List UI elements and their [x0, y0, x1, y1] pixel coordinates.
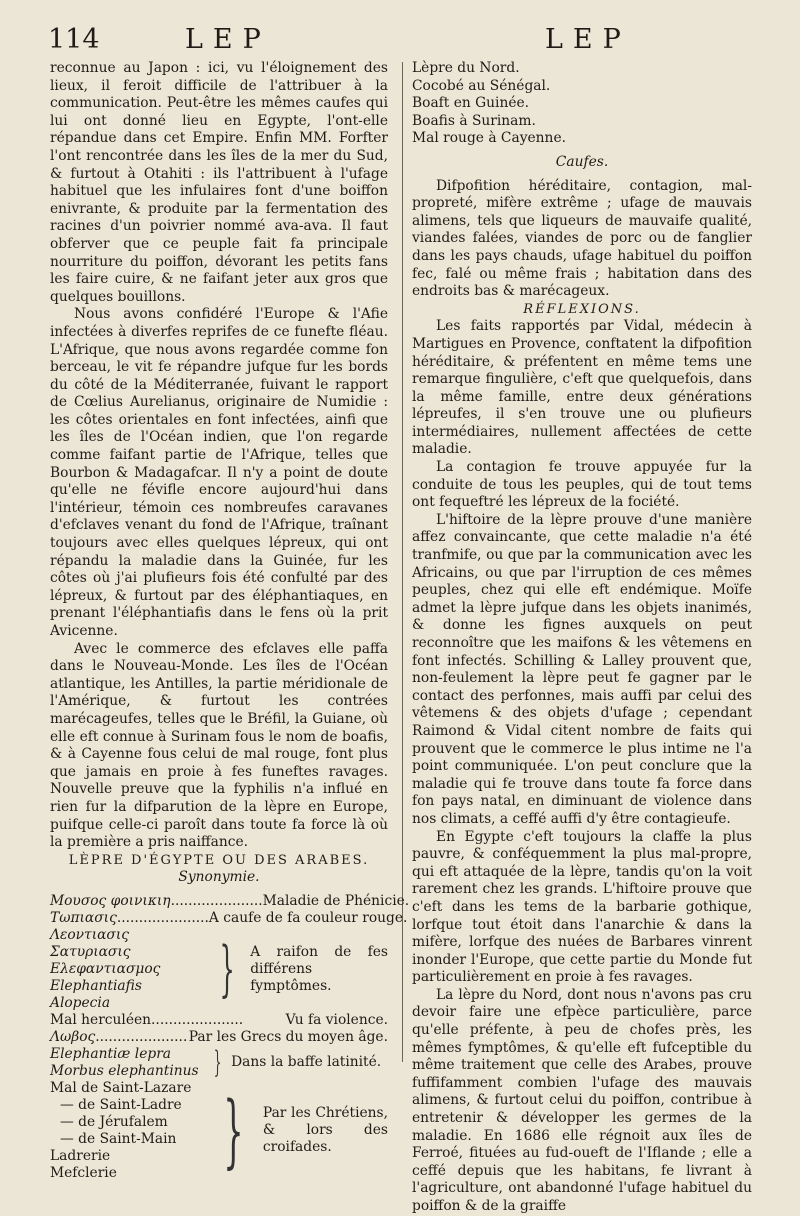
synonym-desc: A caufe de fa couleur rouge.	[208, 909, 408, 926]
right-column	[412, 60, 752, 1216]
group-terms	[50, 1080, 204, 1182]
synonym-term: Mal herculéen	[50, 1011, 152, 1028]
paragraph: Difpofition héréditaire, contagion, mal-propreté, mifère extrême ; ufage de mauvais alimens, tels que liqueurs de mauvaife qualité, viandes falées, viandes de porc ou de fanglier dans les pays chauds, ufage habituel du poiffon fec, falé ou même frais ; habitation dans des endroits bas & marécageux.	[412, 177, 752, 300]
brace-icon: }	[213, 1044, 222, 1080]
paragraph: reconnue au Japon : ici, vu l'éloignement des lieux, il feroit difficile de l'attribuer à la communication. Peut-être les mêmes caufes qui lui ont donné lieu en Egypte, l'ont-elle répandue dans cet Empire. Enfin MM. Forfter l'ont rencontrée dans les îles de la mer du Sud, & furtout à Otahiti : ils l'attribuent à l'ufage habituel que les infulaires font d'une boiffon enivrante, & produite par la fermentation des racines d'un poivrier nommé ava-ava. Il faut obferver que ce peuple fait fa principale nourriture du poiffon, dévorant les petits fans les faire cuire, & ne faifant jeter aux gros que quelques bouillons.	[50, 60, 388, 305]
synonym-term: Elephantiæ lepra	[50, 1045, 172, 1062]
group-terms	[50, 1046, 204, 1080]
synonym-term: Λωβος	[50, 1028, 96, 1045]
synonym-term: Ladrerie	[50, 1147, 111, 1164]
synonym-row	[50, 1029, 388, 1046]
synonym-row	[50, 909, 408, 927]
synonym-term: — de Saint-Ladre	[60, 1096, 182, 1113]
synonym-term: Μουσος φοινικιη	[50, 892, 171, 909]
synonymie-title: Synonymie.	[178, 869, 260, 886]
synonym-row	[50, 892, 410, 910]
leader-dots: .....................	[95, 1028, 188, 1045]
group-desc: Par les Chrétiens, & lors des croifades.	[262, 1105, 388, 1156]
paragraph: La contagion fe trouve appuyée fur la conduite de tous les peuples, qui de tout tems ont fequeftré les lépreux de la fociété.	[412, 459, 752, 511]
synonym-term: Elephantiafis	[50, 977, 142, 994]
causes-title: Caufes.	[555, 153, 609, 170]
list-item: Boafis à Surinam.	[412, 112, 536, 129]
page-number: 114	[48, 24, 100, 55]
synonym-term: Mal de Saint-Lazare	[50, 1079, 192, 1096]
synonym-term: Σατυριασις	[50, 943, 131, 960]
running-head-right: LEP	[545, 24, 631, 55]
list-item: Mal rouge à Cayenne.	[412, 130, 566, 147]
synonym-term: Morbus elephantinus	[50, 1062, 199, 1079]
paragraph: Nous avons confidéré l'Europe & l'Afie infectées à diverfes reprifes de ce funefte fléau. L'Afrique, que nous avons regardée comme fon berceau, le vit fe répandre jufque fur les bords du côté de la Méditerranée, fuivant le rapport de Cœlius Aurelianus, originaire de Numidie : les côtes orientales en font infectées, ainfi que les îles de l'Océan indien, que l'on regarde comme faifant partie de l'Afrique, telles que Bourbon & Madagafcar. Il n'y a point de doute qu'elle ne févifle encore aujourd'hui dans l'intérieur, témoin ces nombreufes caravanes d'efclaves venant du fond de l'Afrique, traînant toujours avec elles quelques lépreux, qui ont répandu la maladie dans la Guinée, fur les côtes où j'ai plufieurs fois été confulté par des lépreux, & furtout par des éléphantiaques, en prenant l'éléphantiafis dans le fens où la prit Avicenne.	[50, 306, 388, 639]
leader-dots: .....................	[116, 909, 209, 926]
paragraph: En Egypte c'eft toujours la claffe la plus pauvre, & conféquemment la plus mal-propre, qui eft attaquée de la lèpre, tandis qu'on la voit rarement chez les grands. L'hiftoire prouve que c'eft dans les tems de la barbarie gothique, lorfque tout étoit dans l'anarchie & dans la mifère, lorfque des nuées de Barbares vinrent inonder l'Europe, que cette partie du Monde fut particulièrement en proie à fes ravages.	[412, 828, 752, 986]
group-desc: Dans la baffe latinité.	[231, 1054, 382, 1071]
synonym-term: — de Jérufalem	[60, 1113, 168, 1130]
brace-icon: }	[223, 1083, 244, 1177]
synonym-term: Ελεφαντιασμος	[50, 960, 161, 977]
list-item: Lèpre du Nord.	[412, 60, 520, 76]
synonym-row	[50, 1012, 388, 1029]
synonym-term: Mefclerie	[50, 1164, 117, 1181]
synonym-term: Alopecia	[50, 994, 111, 1011]
synonym-group	[50, 927, 388, 1012]
list-item: Cocobé au Sénégal.	[412, 77, 551, 94]
brace-icon: }	[219, 934, 235, 1005]
synonym-group	[50, 1080, 388, 1182]
list-item: Boaft en Guinée.	[412, 95, 530, 112]
group-desc: A raifon de fes différens fymptômes.	[250, 943, 388, 994]
paragraph: Les faits rapportés par Vidal, médecin à Martigues en Provence, conftatent la difpofition héréditaire, & préfentent en même tems une remarque fingulière, c'eft que quelquefois, dans la même famille, entre deux générations lépreufes, il s'en trouve une ou plufieurs intermédiaires, nullement affectées de cette maladie.	[412, 318, 752, 458]
left-column	[50, 60, 410, 1182]
synonym-term: Λεοντιασις	[50, 926, 129, 943]
section-title: LÈPRE D'ÉGYPTE OU DES ARABES.	[68, 852, 370, 868]
synonym-desc: Par les Grecs du moyen âge.	[188, 1028, 388, 1045]
leader-dots: .....................	[151, 1011, 244, 1028]
paragraph: Avec le commerce des efclaves elle paffa dans le Nouveau-Monde. Les îles de l'Océan atlantique, les Antilles, la partie méridionale de l'Amérique, & furtout les contrées marécageufes, telles que le Bréfil, la Guiane, où elle eft connue à Surinam fous le nom de boafis, & à Cayenne fous celui de mal rouge, font plus que jamais en proie à fes funeftes ravages. Nouvelle preuve que la fyphilis n'a influé en rien fur la difparution de la lèpre en Europe, puifque celle-ci paroît dans toute fa force là où la première a pris naiffance.	[50, 640, 388, 851]
reflexions-title: RÉFLEXIONS.	[523, 301, 641, 317]
synonym-group	[50, 1046, 388, 1080]
synonym-table	[50, 892, 410, 1182]
variant-list	[412, 60, 752, 148]
synonym-desc: Maladie de Phénicie.	[262, 892, 410, 909]
paragraph: La lèpre du Nord, dont nous n'avons pas cru devoir faire une efpèce particulière, parce qu'elle préfente, à peu de chofes près, les mêmes fymptômes, & qu'elle eft fufceptible du même traitement que celle des Arabes, prouve fuffifamment combien l'ufage des mauvais alimens, & furtout celui du poiffon, contribue à entretenir & développer les germes de la maladie. En 1686 elle régnoit aux îles de Ferroé, fituées au fud-oueft de l'Iflande ; elle a ceffé depuis que les habitans, fe livrant à l'agriculture, ont abandonné l'ufage habituel du poiffon & de la graiffe	[412, 986, 752, 1214]
group-terms	[50, 927, 204, 1012]
page-header	[0, 24, 800, 64]
running-head-left: LEP	[185, 24, 271, 55]
paragraph: L'hiftoire de la lèpre prouve d'une manière affez convaincante, que cette maladie n'a été tranfmife, ou que par la communication avec les Africains, ou que par l'irruption de ces mêmes peuples, chez qui elle eft endémique. Moïfe admet la lèpre jufque dans les objets inanimés, & donne les fignes auxquels on peut reconnoître que les maifons & les vêtemens en font infectés. Schilling & Lalley prouvent que, non-feulement la lèpre peut fe gagner par le contact des perfonnes, mais auffi par celui des vêtemens & des objets d'ufage ; cependant Raimond & Vidal citent nombre de faits qui prouvent que le commerce le plus intime ne l'a point communiquée. L'on peut conclure que la maladie qui fe trouve dans toute fa force dans fon pays natal, en diminuant de violence dans nos climats, a ceffé auffi d'y être contagieufe.	[412, 511, 752, 827]
synonym-term: Τωπιασις	[50, 909, 117, 926]
synonym-term: — de Saint-Main	[60, 1130, 177, 1147]
leader-dots: .....................	[170, 892, 263, 909]
synonym-desc: Vu fa violence.	[285, 1011, 388, 1028]
